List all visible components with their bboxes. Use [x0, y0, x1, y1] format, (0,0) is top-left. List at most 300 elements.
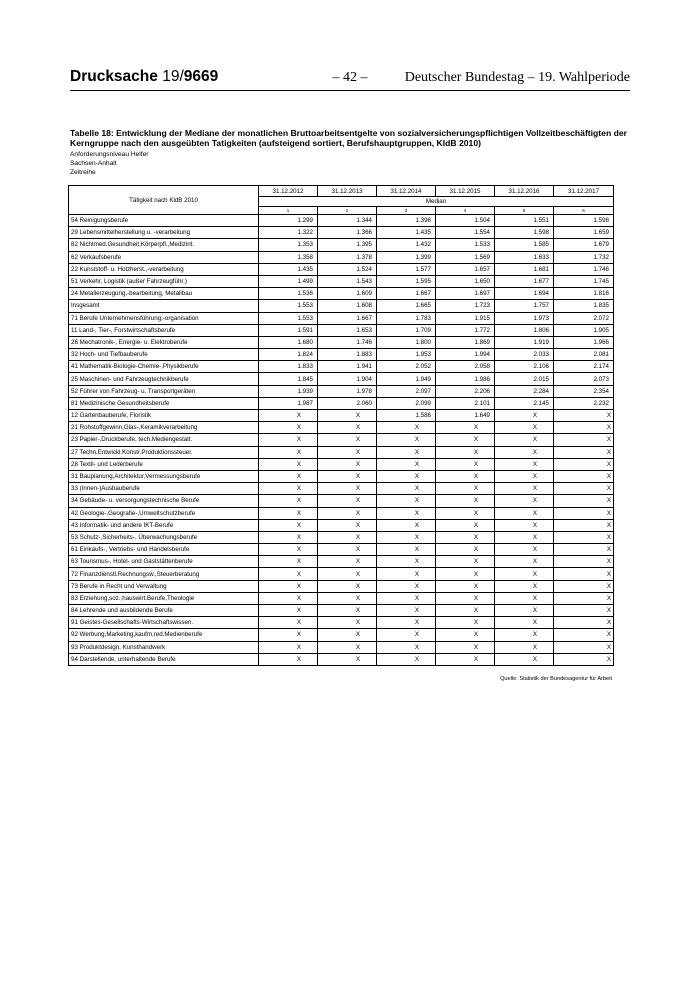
table-cell: X	[436, 617, 495, 629]
table-cell: X	[436, 629, 495, 641]
table-cell: X	[495, 507, 554, 519]
column-index: 6	[554, 207, 614, 215]
table-cell: 1.677	[495, 275, 554, 287]
table-row	[69, 263, 614, 275]
table-cell: X	[377, 422, 436, 434]
table-cell: X	[554, 617, 614, 629]
row-label: 28 Textil- und Lederberufe	[69, 458, 259, 470]
table-cell: X	[377, 641, 436, 653]
table-cell: 1.800	[377, 336, 436, 348]
table-cell: 1.366	[318, 227, 377, 239]
table-cell: 1.994	[436, 349, 495, 361]
table-cell: X	[436, 422, 495, 434]
table-row	[69, 324, 614, 336]
table-row	[69, 605, 614, 617]
row-label: 26 Mechatronik-, Energie- u. Elektroberufe	[69, 336, 259, 348]
table-cell: X	[377, 629, 436, 641]
table-row	[69, 361, 614, 373]
table-cell: X	[318, 507, 377, 519]
table-cell: X	[259, 519, 318, 531]
table-row	[69, 629, 614, 641]
table-row	[69, 568, 614, 580]
table-cell: 2.145	[495, 397, 554, 409]
table-cell: 1.966	[554, 336, 614, 348]
table-cell: 1.435	[259, 263, 318, 275]
row-label: 73 Berufe in Recht und Verwaltung	[69, 580, 259, 592]
table-cell: 1.649	[436, 410, 495, 422]
table-cell: X	[377, 483, 436, 495]
row-label: 25 Maschinen- und Fahrzeugtechnikberufe	[69, 373, 259, 385]
table-row	[69, 300, 614, 312]
table-cell: X	[495, 446, 554, 458]
table-cell: X	[436, 605, 495, 617]
table-cell: 1.783	[377, 312, 436, 324]
table-cell: 2.097	[377, 385, 436, 397]
table-row	[69, 641, 614, 653]
table-cell: X	[436, 470, 495, 482]
meta-line: Anforderungsniveau Helfer	[70, 151, 149, 158]
table-cell: 1.986	[436, 373, 495, 385]
table-cell: X	[318, 629, 377, 641]
table-cell: X	[495, 519, 554, 531]
column-header-year: 31.12.2014	[377, 186, 436, 197]
table-cell: X	[495, 410, 554, 422]
table-cell: 1.845	[259, 373, 318, 385]
table-cell: 1.577	[377, 263, 436, 275]
table-cell: X	[259, 470, 318, 482]
row-label: 33 (Innen-)Ausbauberufe	[69, 483, 259, 495]
table-cell: 2.354	[554, 385, 614, 397]
table-cell: X	[318, 605, 377, 617]
column-index: 4	[436, 207, 495, 215]
table-cell: X	[318, 653, 377, 665]
table-cell: X	[259, 568, 318, 580]
table-cell: X	[495, 641, 554, 653]
table-cell: 1.833	[259, 361, 318, 373]
table-cell: X	[318, 458, 377, 470]
row-label: 23 Papier-,Druckberufe, tech.Mediengestalt.	[69, 434, 259, 446]
table-cell: 1.987	[259, 397, 318, 409]
table-cell: X	[377, 446, 436, 458]
table-cell: 1.585	[495, 239, 554, 251]
table-cell: X	[554, 410, 614, 422]
row-label: 51 Verkehr, Logistik (außer Fahrzeugführ.)	[69, 275, 259, 287]
table-cell: X	[554, 495, 614, 507]
table-cell: 1.533	[436, 239, 495, 251]
table-cell: X	[436, 544, 495, 556]
table-cell: X	[259, 617, 318, 629]
table-cell: X	[259, 495, 318, 507]
table-cell: X	[318, 470, 377, 482]
table-cell: X	[259, 592, 318, 604]
table-cell: X	[377, 544, 436, 556]
table-cell: 1.608	[318, 300, 377, 312]
table-cell: X	[318, 519, 377, 531]
meta-line: Zeitreihe	[70, 169, 96, 176]
row-label: 53 Schutz-,Sicherheits-, Überwachungsberufe	[69, 531, 259, 543]
table-cell: X	[495, 470, 554, 482]
table-cell: 1.396	[377, 215, 436, 227]
table-cell: 1.435	[377, 227, 436, 239]
table-cell: X	[554, 605, 614, 617]
table-cell: 2.284	[495, 385, 554, 397]
table-cell: 1.953	[377, 349, 436, 361]
table-cell: X	[495, 495, 554, 507]
table-cell: 1.504	[436, 215, 495, 227]
table-cell: 1.694	[495, 288, 554, 300]
table-cell: X	[436, 519, 495, 531]
table-cell: 2.072	[554, 312, 614, 324]
table-cell: 1.569	[436, 251, 495, 263]
table-cell: X	[318, 556, 377, 568]
table-cell: X	[436, 483, 495, 495]
table-row	[69, 275, 614, 287]
table-cell: 1.757	[495, 300, 554, 312]
table-cell: X	[259, 580, 318, 592]
table-cell: X	[259, 653, 318, 665]
table-cell: 1.553	[259, 312, 318, 324]
table-row	[69, 215, 614, 227]
table-cell: 1.344	[318, 215, 377, 227]
row-label: 72 Finanzdienstl.Rechnungsw.,Steuerberatung	[69, 568, 259, 580]
row-label: 84 Lehrende und ausbildende Berufe	[69, 605, 259, 617]
table-cell: X	[377, 458, 436, 470]
row-label: 54 Reinigungsberufe	[69, 215, 259, 227]
column-header-year: 31.12.2015	[436, 186, 495, 197]
table-cell: X	[554, 519, 614, 531]
table-cell: X	[495, 422, 554, 434]
table-cell: 2.033	[495, 349, 554, 361]
table-row	[69, 495, 614, 507]
table-cell: X	[436, 580, 495, 592]
table-cell: X	[259, 434, 318, 446]
table-cell: 1.806	[495, 324, 554, 336]
table-cell: X	[495, 629, 554, 641]
table-cell: 1.395	[318, 239, 377, 251]
table-cell: 1.524	[318, 263, 377, 275]
table-cell: X	[495, 568, 554, 580]
table-cell: 1.667	[318, 312, 377, 324]
table-cell: X	[495, 556, 554, 568]
table-row	[69, 470, 614, 482]
table-cell: 1.553	[259, 300, 318, 312]
table-cell: 1.633	[495, 251, 554, 263]
column-header-year: 31.12.2013	[318, 186, 377, 197]
table-cell: 2.052	[377, 361, 436, 373]
row-label: 27 Techn.Entwickl.Konstr.Produktionssteuer.	[69, 446, 259, 458]
table-cell: X	[554, 458, 614, 470]
row-label: 29 Lebensmittelherstellung u. -verarbeitung	[69, 227, 259, 239]
table-cell: 1.973	[495, 312, 554, 324]
column-header-activity: Tätigkeit nach KldB 2010	[69, 186, 259, 215]
row-label: 31 Bauplanung,Architektur,Vermessungsberufe	[69, 470, 259, 482]
table-cell: 1.915	[436, 312, 495, 324]
table-cell: X	[377, 531, 436, 543]
table-body	[69, 215, 614, 666]
table-cell: X	[554, 446, 614, 458]
table-cell: 1.709	[377, 324, 436, 336]
table-cell: X	[554, 653, 614, 665]
table-cell: X	[377, 495, 436, 507]
row-label: 32 Hoch- und Tiefbauberufe	[69, 349, 259, 361]
table-row	[69, 556, 614, 568]
table-cell: 1.653	[318, 324, 377, 336]
table-row	[69, 410, 614, 422]
table-cell: 1.659	[554, 227, 614, 239]
table-row	[69, 385, 614, 397]
table-cell: 1.595	[377, 275, 436, 287]
row-label: 82 Nichtmed.Gesundheit,Körperpfl.,Medizint.	[69, 239, 259, 251]
table-cell: X	[318, 592, 377, 604]
table-cell: X	[318, 446, 377, 458]
column-header-year: 31.12.2016	[495, 186, 554, 197]
table-cell: 1.883	[318, 349, 377, 361]
table-row	[69, 592, 614, 604]
table-cell: X	[377, 653, 436, 665]
table-cell: X	[259, 605, 318, 617]
table-cell: X	[554, 507, 614, 519]
table-cell: X	[495, 434, 554, 446]
table-cell: 1.667	[377, 288, 436, 300]
table-cell: X	[259, 446, 318, 458]
document-number: Drucksache 19/9669	[70, 68, 219, 85]
row-label: 93 Produktdesign, Kunsthandwerk	[69, 641, 259, 653]
table-cell: X	[318, 434, 377, 446]
table-cell: 1.978	[318, 385, 377, 397]
table-cell: 1.939	[259, 385, 318, 397]
table-cell: X	[554, 556, 614, 568]
table-cell: 1.681	[495, 263, 554, 275]
table-cell: 1.746	[554, 263, 614, 275]
table-row	[69, 544, 614, 556]
table-cell: 1.591	[259, 324, 318, 336]
column-index: 5	[495, 207, 554, 215]
table-row	[69, 397, 614, 409]
row-label: 81 Medizinische Gesundheitsberufe	[69, 397, 259, 409]
table-cell: 1.358	[259, 251, 318, 263]
table-cell: 1.905	[554, 324, 614, 336]
table-cell: X	[318, 544, 377, 556]
table-cell: X	[377, 519, 436, 531]
page-header	[70, 66, 630, 91]
table-cell: X	[259, 641, 318, 653]
table-cell: 2.015	[495, 373, 554, 385]
table-cell: X	[318, 641, 377, 653]
table-cell: X	[495, 605, 554, 617]
table-cell: X	[495, 592, 554, 604]
row-label: 21 Rohstoffgewinn,Glas-,Keramikverarbeitung	[69, 422, 259, 434]
row-label: 34 Gebäude- u. versorgungstechnische Berufe	[69, 495, 259, 507]
table-row	[69, 458, 614, 470]
row-label: 92 Werbung,Marketing,kaufm,red.Medienberufe	[69, 629, 259, 641]
table-row	[69, 580, 614, 592]
table-cell: X	[495, 544, 554, 556]
table-cell: X	[554, 580, 614, 592]
table-cell: 2.081	[554, 349, 614, 361]
table-cell: 1.665	[377, 300, 436, 312]
table-cell: 1.399	[377, 251, 436, 263]
table-cell: 1.554	[436, 227, 495, 239]
table-cell: 1.679	[554, 239, 614, 251]
table-cell: X	[554, 470, 614, 482]
row-label: 63 Tourismus-, Hotel- und Gaststättenberufe	[69, 556, 259, 568]
table-cell: 1.835	[554, 300, 614, 312]
table-cell: X	[495, 458, 554, 470]
table-cell: X	[318, 617, 377, 629]
table-cell: 1.499	[259, 275, 318, 287]
table-cell: X	[436, 531, 495, 543]
table-cell: 1.598	[495, 227, 554, 239]
table-cell: X	[377, 568, 436, 580]
table-cell: 1.949	[377, 373, 436, 385]
table-title: Tabelle 18: Entwicklung der Mediane der monatlichen Bruttoarbeitsentgelte von sozialversicherungspflichtigen Vollzeitbeschäftigten der Kerngruppe nach den ausgeübten Tatigkeiten (aufsteigend sortiert, Berufshauptgruppen, KldB 2010)	[70, 128, 627, 149]
table-cell: X	[259, 629, 318, 641]
table-cell: 1.378	[318, 251, 377, 263]
column-header-year: 31.12.2012	[259, 186, 318, 197]
table-cell: 1.551	[495, 215, 554, 227]
table-cell: X	[259, 422, 318, 434]
table-cell: X	[495, 653, 554, 665]
table-cell: X	[495, 531, 554, 543]
table-cell: 1.772	[436, 324, 495, 336]
row-label: 52 Führer von Fahrzeug- u. Transportgeräten	[69, 385, 259, 397]
table-cell: 1.299	[259, 215, 318, 227]
table-cell: 2.073	[554, 373, 614, 385]
row-label: 12 Gartenbauberufe, Floristik	[69, 410, 259, 422]
table-cell: X	[259, 556, 318, 568]
table-cell: X	[318, 580, 377, 592]
table-cell: X	[377, 556, 436, 568]
table-row	[69, 239, 614, 251]
table-cell: X	[259, 544, 318, 556]
table-cell: 1.869	[436, 336, 495, 348]
table-cell: 2.101	[436, 397, 495, 409]
table-cell: 2.232	[554, 397, 614, 409]
table-cell: 1.824	[259, 349, 318, 361]
table-cell: 1.536	[259, 288, 318, 300]
table-cell: 1.746	[318, 336, 377, 348]
page-number: – 42 –	[332, 70, 368, 85]
table-cell: 2.099	[377, 397, 436, 409]
table-cell: X	[318, 483, 377, 495]
table-cell: X	[318, 422, 377, 434]
table-cell: 2.206	[436, 385, 495, 397]
table-cell: X	[554, 629, 614, 641]
table-row	[69, 434, 614, 446]
row-label: 11 Land-, Tier-, Forstwirtschaftsberufe	[69, 324, 259, 336]
table-cell: 1.723	[436, 300, 495, 312]
column-header-year: 31.12.2017	[554, 186, 614, 197]
table-cell: X	[259, 458, 318, 470]
publisher-label: Deutscher Bundestag – 19. Wahlperiode	[404, 70, 630, 85]
row-label: 83 Erziehung,soz.,hauswirt.Berufe,Theologie	[69, 592, 259, 604]
data-table	[68, 185, 614, 666]
table-cell: 1.322	[259, 227, 318, 239]
table-cell: 1.543	[318, 275, 377, 287]
table-cell: X	[554, 434, 614, 446]
source-note: Quelle: Statistik der Bundesagentur für Arbeit	[500, 676, 612, 682]
table-cell: 1.650	[436, 275, 495, 287]
table-cell: X	[436, 458, 495, 470]
table-cell: X	[495, 617, 554, 629]
table-cell: 2.106	[495, 361, 554, 373]
table-cell: 1.609	[318, 288, 377, 300]
table-cell: 2.174	[554, 361, 614, 373]
table-cell: 1.598	[554, 215, 614, 227]
table-cell: X	[259, 410, 318, 422]
table-cell: 1.680	[259, 336, 318, 348]
table-cell: X	[318, 568, 377, 580]
table-cell: X	[554, 592, 614, 604]
table-cell: 1.432	[377, 239, 436, 251]
row-label: 62 Verkaufsberufe	[69, 251, 259, 263]
table-cell: 2.060	[318, 397, 377, 409]
row-label: 43 Informatik- und andere IKT-Berufe	[69, 519, 259, 531]
row-label: 42 Geologie-,Geografie-,Umweltschutzberufe	[69, 507, 259, 519]
table-cell: 1.732	[554, 251, 614, 263]
column-index: 2	[318, 207, 377, 215]
table-row	[69, 507, 614, 519]
table-row	[69, 227, 614, 239]
table-cell: X	[554, 422, 614, 434]
table-row	[69, 483, 614, 495]
table-row	[69, 336, 614, 348]
table-cell: 1.941	[318, 361, 377, 373]
table-cell: X	[436, 495, 495, 507]
table-cell: X	[318, 531, 377, 543]
table-row	[69, 373, 614, 385]
row-label: Insgesamt	[69, 300, 259, 312]
table-cell: 1.586	[377, 410, 436, 422]
row-label: 22 Kunststoff- u. Holzherst.,-verarbeitung	[69, 263, 259, 275]
table-row	[69, 349, 614, 361]
table-cell: 2.058	[436, 361, 495, 373]
table-cell: X	[259, 507, 318, 519]
table-cell: X	[377, 434, 436, 446]
row-label: 24 Metallerzeugung,-bearbeitung, Metallbau	[69, 288, 259, 300]
meta-line: Sachsen-Anhalt	[70, 160, 117, 167]
table-cell: X	[554, 544, 614, 556]
table-cell: X	[436, 653, 495, 665]
table-cell: X	[377, 507, 436, 519]
table-cell: X	[436, 641, 495, 653]
table-row	[69, 422, 614, 434]
column-index: 3	[377, 207, 436, 215]
table-cell: X	[554, 483, 614, 495]
row-label: 41 Mathematik-Biologie-Chemie-,Physikberufe	[69, 361, 259, 373]
table-cell: X	[377, 580, 436, 592]
row-label: 91 Geistes-Gesellschafts-Wirtschaftswissen.	[69, 617, 259, 629]
table-row	[69, 446, 614, 458]
column-header-median: Median	[259, 197, 614, 207]
table-row	[69, 653, 614, 665]
table-cell: X	[436, 446, 495, 458]
table-cell: 1.745	[554, 275, 614, 287]
table-cell: X	[554, 568, 614, 580]
table-row	[69, 519, 614, 531]
table-meta	[70, 150, 148, 177]
table-row	[69, 312, 614, 324]
table-cell: X	[318, 495, 377, 507]
table-row	[69, 288, 614, 300]
table-row	[69, 617, 614, 629]
table-cell: X	[377, 470, 436, 482]
table-cell: 1.816	[554, 288, 614, 300]
table-row	[69, 251, 614, 263]
table-cell: 1.657	[436, 263, 495, 275]
row-label: 61 Einkaufs-, Vertriebs- und Handelsberufe	[69, 544, 259, 556]
column-index: 1	[259, 207, 318, 215]
